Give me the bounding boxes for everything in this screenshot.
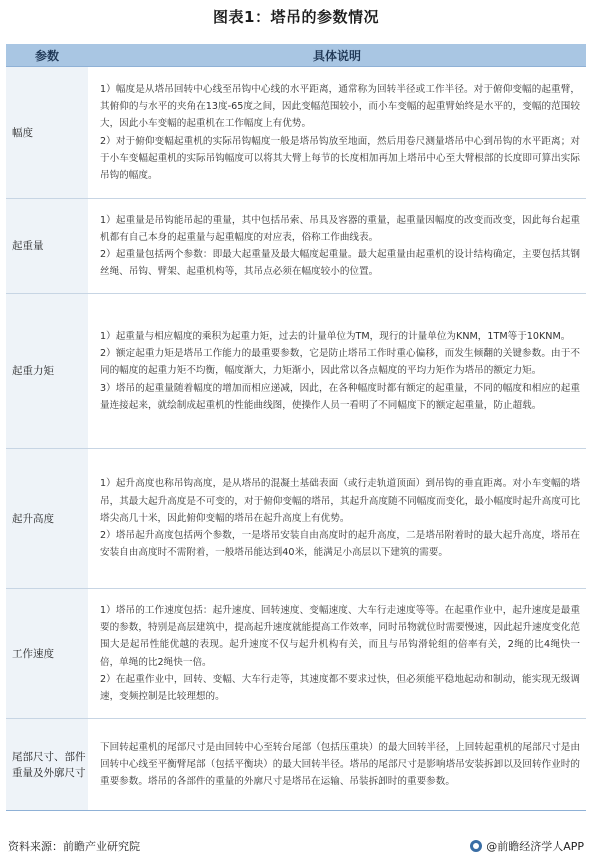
- table-row: [6, 589, 586, 719]
- desc-paragraph: 1）起重量与相应幅度的乘积为起重力矩，过去的计量单位为TM，现行的计量单位为KNM，1TM等于10KNM。: [100, 330, 571, 342]
- desc-paragraph: 2）在起重作业中，回转、变幅、大车行走等，其速度都不要求过快，但必须能平稳地起动和制动，能实现无级调速，变频控制是比较理想的。: [100, 673, 580, 702]
- table-row: [6, 67, 586, 199]
- desc-paragraph: 2）额定起重力矩是塔吊工作能力的最重要参数，它是防止塔吊工作时重心偏移，而发生倾翻的关键参数。由于不同的幅度的起重力矩不均衡，幅度渐大，力矩渐小，因此常以各点幅度的平均力矩作为塔吊的额定力矩。: [100, 348, 580, 377]
- desc-paragraph: 2）对于俯仰变幅起重机的实际吊钩幅度一般是塔吊钩放至地面，然后用卷尺测量塔吊中心到吊钩的水平距离；对于小车变幅起重机的实际吊钩幅度可以将其大臂上每节的长度相加再加上塔吊中心至大臂根部的长度即可算出实际吊钩的幅度。: [100, 135, 580, 181]
- desc-cell: [88, 294, 586, 449]
- desc-paragraph: 下回转起重机的尾部尺寸是由回转中心至转台尾部（包括压重块）的最大回转半径，上回转起重机的尾部尺寸是由回转中心线至平衡臂尾部（包括平衡块）的最大回转半径。塔吊的尾部尺寸是影响塔吊安装拆卸以及回转作业时的重要参数。塔吊的各部件的重量的外廓尺寸是塔吊在运输、吊装拆卸时的重要参数。: [100, 741, 580, 788]
- header-description: 具体说明: [88, 44, 586, 67]
- desc-cell: [88, 589, 586, 719]
- desc-paragraph: 2）起重量包括两个参数：即最大起重量及最大幅度起重量。最大起重量由起重机的设计结构确定，主要包括其钢丝绳、吊钩、臂架、起重机构等，其吊点必须在幅度较小的位置。: [100, 249, 580, 278]
- param-cell: 起重量: [6, 199, 88, 294]
- credit-text: @前瞻经济学人APP: [486, 840, 584, 853]
- table-row: [6, 199, 586, 294]
- table-row: [6, 449, 586, 589]
- desc-paragraph: 1）塔吊的工作速度包括：起升速度、回转速度、变幅速度、大车行走速度等等。在起重作业中，起升速度是最重要的参数，特别是高层建筑中，提高起升速度就能提高工作效率，同时吊物就位时需要慢速，因此起升速度变化范围大是起吊性能优越的表现。起升速度不仅与起升机构有关，而且与吊钩滑轮组的倍率有关，2绳的比4绳快一倍，单绳的比2绳快一倍。: [100, 604, 580, 668]
- desc-cell: [88, 199, 586, 294]
- desc-paragraph: 2）塔吊起升高度包括两个参数，一是塔吊安装自由高度时的起升高度，二是塔吊附着时的最大起升高度，塔吊在安装自由高度时不需附着，一般塔吊能达到40米，能满足小高层以下建筑的需要。: [100, 530, 580, 559]
- parameter-table: [6, 44, 586, 811]
- desc-paragraph: 3）塔吊的起重量随着幅度的增加而相应递减，因此，在各种幅度时都有额定的起重量，不同的幅度和相应的起重量连接起来，就绘制成起重机的性能曲线图，使操作人员一看明了不同幅度下的额定起重量，防止超载。: [100, 382, 580, 411]
- param-cell: 起升高度: [6, 449, 88, 589]
- desc-cell: [88, 719, 586, 811]
- brand-logo-icon: [470, 840, 482, 852]
- table-row: [6, 719, 586, 811]
- desc-paragraph: 1）起升高度也称吊钩高度，是从塔吊的混凝土基础表面（或行走轨道顶面）到吊钩的垂直距离。对小车变幅的塔吊，其最大起升高度是不可变的，对于俯仰变幅的塔吊，其起升高度随不同幅度而变化，最小幅度时起升高度可比塔尖高几十米，因此俯仰变幅的塔吊在起升高度上有优势。: [100, 478, 580, 524]
- param-cell: 工作速度: [6, 589, 88, 719]
- desc-cell: [88, 449, 586, 589]
- footer: [8, 838, 584, 856]
- source-note: 资料来源：前瞻产业研究院: [8, 840, 140, 853]
- desc-paragraph: 1）起重量是吊钩能吊起的重量，其中包括吊索、吊具及容器的重量，起重量因幅度的改变而改变，因此每台起重机都有自己本身的起重量与起重幅度的对应表，俗称工作曲线表。: [100, 214, 580, 243]
- header-param: 参数: [6, 44, 88, 67]
- page-title: 图表1：塔吊的参数情况: [213, 8, 379, 26]
- param-cell: 起重力矩: [6, 294, 88, 449]
- desc-paragraph: 1）幅度是从塔吊回转中心线至吊钩中心线的水平距离，通常称为回转半径或工作半径。对于俯仰变幅的起重臂，其俯仰的与水平的夹角在13度-65度之间，因此变幅范围较小，而小车变幅的起重臂始终是水平的，变幅的范围较大，因此小车变幅的起重机在工作幅度上有优势。: [100, 83, 580, 130]
- param-cell: 幅度: [6, 67, 88, 199]
- table-row: [6, 294, 586, 449]
- table-header-row: [6, 44, 586, 67]
- credit: [470, 838, 584, 854]
- param-cell: 尾部尺寸、部件重量及外廓尺寸: [6, 719, 88, 811]
- desc-cell: [88, 67, 586, 199]
